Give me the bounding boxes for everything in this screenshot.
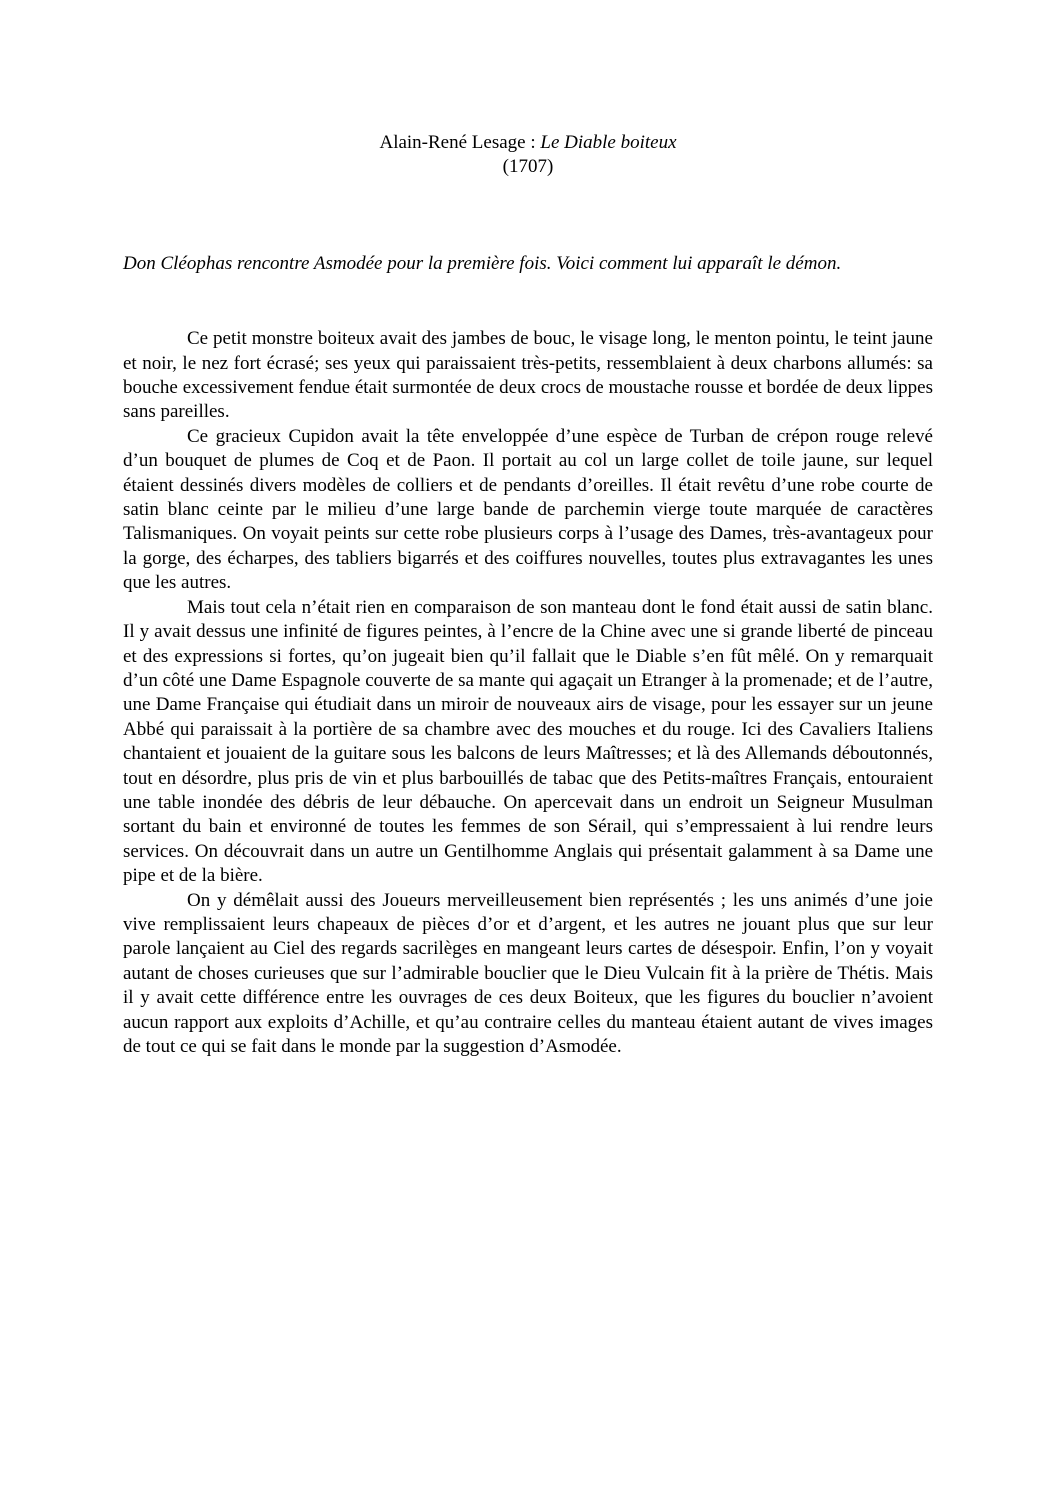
author-name: Alain-René Lesage : [379, 132, 541, 153]
introduction-note: Don Cléophas rencontre Asmodée pour la première fois. Voici comment lui apparaît le démon. [123, 252, 842, 274]
body-paragraph: Ce petit monstre boiteux avait des jambes de bouc, le visage long, le menton pointu, le teint jaune et noir, le nez fort écrasé; ses yeux qui paraissaient très-petits, ressemblaient à deux charbons allumés: sa bouche excessivement fendue était surmontée de deux crocs de moustache rousse et bordée de deux lippes sans pareilles. [123, 328, 933, 423]
publication-year: (1707) [502, 156, 554, 178]
body-paragraph: On y démêlait aussi des Joueurs merveilleusement bien représentés ; les uns animés d’une joie vive remplissaient leurs chapeaux de pièces d’or et d’argent, et les autres ne jouant plus que sur leur parole lançaient au Ciel des regards sacrilèges en mangeant leurs cartes de désespoir. Enfin, l’on y voyait autant de choses curieuses que sur l’admirable bouclier que le Dieu Vulcain fit à la prière de Thétis. Mais il y avait cette différence entre les ouvrages de ces deux Boiteux, que les figures du bouclier n’avoient aucun rapport aux exploits d’Achille, et qu’au contraire celles du manteau étaient autant de vives images de tout ce qui se fait dans le monde par la suggestion d’Asmodée. [123, 889, 933, 1057]
page-content [123, 131, 933, 1059]
document-title [123, 131, 933, 155]
body-paragraph: Mais tout cela n’était rien en comparaison de son manteau dont le fond était aussi de satin blanc. Il y avait dessus une infinité de figures peintes, à l’encre de la Chine avec une si grande liberté de pinceau et des expressions si fortes, qu’on jugeait bien qu’il fallait que le Diable s’en fût mêlé. On y remarquait d’un côté une Dame Espagnole couverte de sa mante qui agaçait un Etranger à la promenade; et de l’autre, une Dame Française qui étudiait dans un miroir de nouveaux airs de visage, pour les essayer sur un jeune Abbé qui paraissait à la portière de sa chambre avec des mouches et du rouge. Ici des Cavaliers Italiens chantaient et jouaient de la guitare sous les balcons de leurs Maîtresses; et là des Allemands déboutonnés, tout en désordre, plus pris de vin et plus barbouillés de tabac que des Petits-maîtres Français, entouraient une table inondée des débris de leur débauche. On apercevait dans un endroit un Seigneur Musulman sortant du bain et environné de toutes les femmes de son Sérail, qui s’empressaient à lui rendre leurs services. On découvrait dans un autre un Gentilhomme Anglais qui présentait galamment à sa Dame une pipe et de la bière. [123, 596, 933, 887]
document-body [123, 327, 933, 1059]
body-paragraph: Ce gracieux Cupidon avait la tête enveloppée d’une espèce de Turban de crépon rouge relevé d’un bouquet de plumes de Coq et de Paon. Il portait au col un large collet de toile jaune, sur lequel étaient dessinés divers modèles de colliers et de pendants d’oreilles. Il était revêtu d’une robe courte de satin blanc ceinte par le milieu d’une large bande de parchemin vierge toute marquée de caractères Talismaniques. On voyait peints sur cette robe plusieurs corps à l’usage des Dames, très-avantageux pour la gorge, des écharpes, des tabliers bigarrés et des coiffures nouvelles, toutes plus extravagantes les unes que les autres. [123, 425, 933, 594]
document-header [123, 131, 933, 180]
work-title: Le Diable boiteux [540, 132, 677, 153]
